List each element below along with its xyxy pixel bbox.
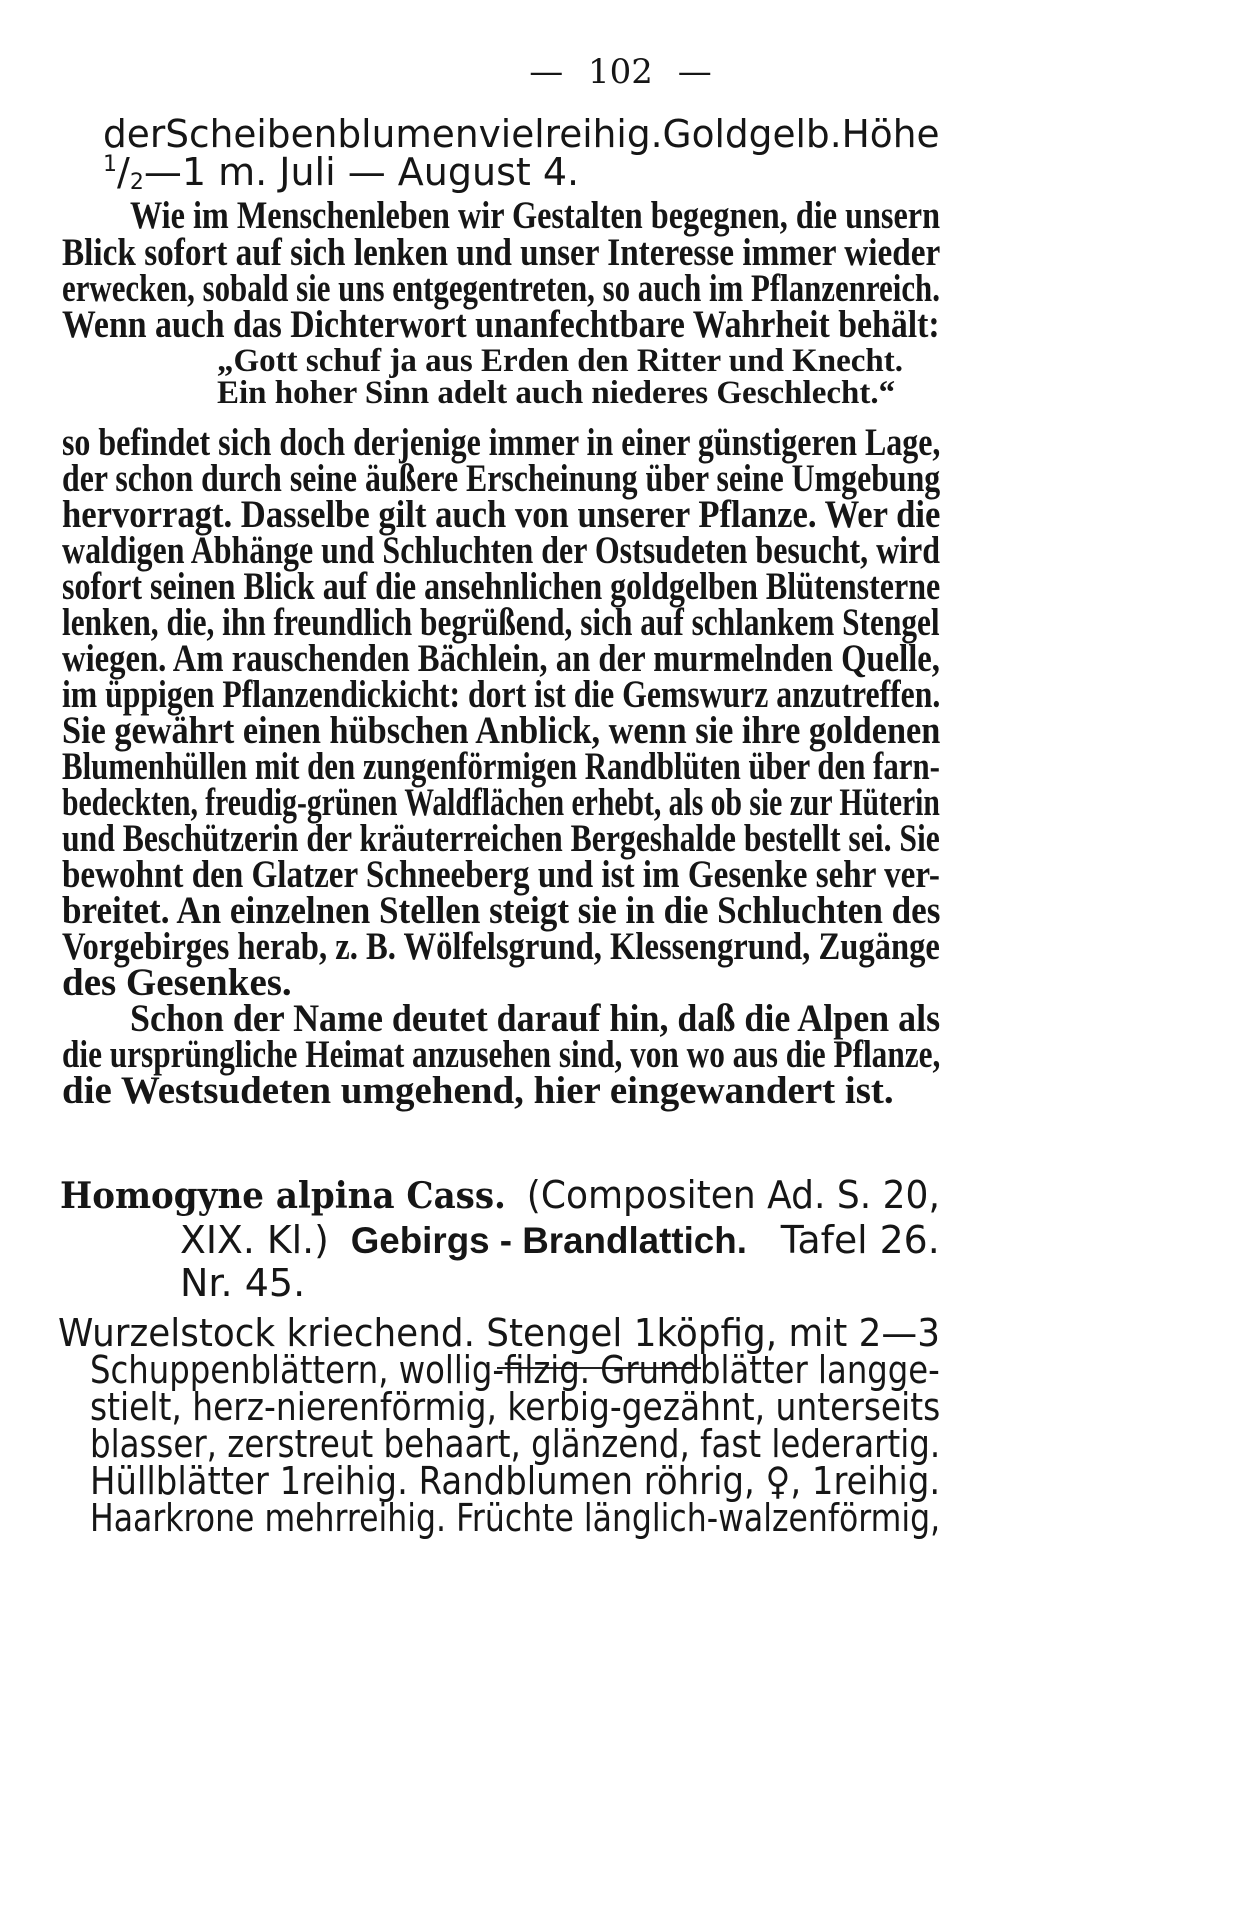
text-line: im üppigen Pflanzendickicht: dort ist die Gemswurz anzutreffen. <box>62 673 941 716</box>
text-line: erwecken, sobald sie uns entgegentreten, so auch im Pflanzenreich. <box>62 267 940 310</box>
class-ref: XIX. Kl.) <box>180 1218 329 1262</box>
species-name: Homogyne alpina Cass. <box>60 1175 506 1217</box>
common-name: Gebirgs - Brandlattich. <box>350 1220 747 1261</box>
text-line: Wurzelstock kriechend. Stengel 1köpfig, mit 2—3 <box>58 1311 940 1355</box>
continuation-text: —1 m. Juli — August 4. <box>143 150 580 194</box>
text-line: breitet. An einzelnen Stellen steigt sie in die Schluchten des <box>62 889 941 932</box>
classification-ref: (Compositen Ad. S. 20, <box>526 1173 940 1217</box>
continuation-line-2: $^1$/2—1 m. Juli — August 4. <box>103 150 580 195</box>
text-line: Haarkrone mehrreihig. Früchte länglich-walzenförmig, <box>90 1496 941 1540</box>
quote-line: Ein hoher Sinn adelt auch niederes Geschlecht.“ <box>217 375 896 411</box>
text-line: Sie gewährt einen hübschen Anblick, wenn sie ihre goldenen <box>62 709 941 752</box>
text-line: wiegen. Am rauschenden Bächlein, an der murmelnden Quelle, <box>62 637 940 680</box>
text-line: die ursprüngliche Heimat anzusehen sind, von wo aus die Pflanze, <box>62 1033 941 1076</box>
text-line: Vorgebirges herab, z. B. Wölfelsgrund, Klessengrund, Zugänge <box>62 925 940 968</box>
text-line: Wie im Menschenleben wir Gestalten begegnen, die unsern <box>130 194 941 237</box>
text-line: Hüllblätter 1reihig. Randblumen röhrig, ♀, 1reihig. <box>90 1459 941 1503</box>
continuation-word: der <box>103 112 166 156</box>
plate-ref: Tafel 26. <box>780 1218 940 1262</box>
text-line: Schon der Name deutet darauf hin, daß die Alpen als <box>130 997 941 1040</box>
continuation-word: Goldgelb. <box>662 112 842 156</box>
fraction-numerator: 1 <box>103 152 117 177</box>
entry-number: Nr. 45. <box>180 1261 306 1305</box>
quote-line: „Gott schuf ja aus Erden den Ritter und Knecht. <box>217 343 904 379</box>
text-line: des Gesenkes. <box>62 961 292 1004</box>
text-line: so befindet sich doch derjenige immer in einer günstigeren Lage, <box>62 421 941 464</box>
text-line: lenken, die, ihn freundlich begrüßend, sich auf schlankem Stengel <box>62 601 940 644</box>
text-line: Blick sofort auf sich lenken und unser Interesse immer wieder <box>62 231 941 274</box>
text-line: blasser, zerstreut behaart, glänzend, fast lederartig. <box>90 1422 941 1466</box>
text-line: der schon durch seine äußere Erscheinung über seine Umgebung <box>62 457 941 500</box>
page-number: — 102 — <box>529 52 712 92</box>
text-line: stielt, herz-nierenförmig, kerbig-gezähnt, unterseits <box>90 1385 941 1429</box>
fraction-denominator: 2 <box>129 170 144 195</box>
continuation-word: Scheibenblumen <box>165 112 479 156</box>
text-line: Blumenhüllen mit den zungenförmigen Randblüten über den farn- <box>62 745 940 788</box>
text-line: hervorragt. Dasselbe gilt auch von unserer Pflanze. Wer die <box>62 493 941 536</box>
text-line: Schuppenblättern, wollig-filzig. Grundblätter langge- <box>90 1348 940 1392</box>
text-line: die Westsudeten umgehend, hier eingewandert ist. <box>62 1069 894 1112</box>
text-line: bedeckten, freudig-grünen Waldflächen erhebt, als ob sie zur Hüterin <box>62 781 940 824</box>
text-line: waldigen Abhänge und Schluchten der Ostsudeten besucht, wird <box>62 529 941 572</box>
text-line: und Beschützerin der kräuterreichen Bergeshalde bestellt sei. Sie <box>62 817 940 860</box>
heading-line-2 <box>180 1218 940 1262</box>
continuation-word: Höhe <box>841 112 940 156</box>
text-line: sofort seinen Blick auf die ansehnlichen goldgelben Blütensterne <box>62 565 941 608</box>
continuation-word: vielreihig. <box>478 112 663 156</box>
text-line: Wenn auch das Dichterwort unanfechtbare Wahrheit behält: <box>62 303 940 346</box>
text-line: bewohnt den Glatzer Schneeberg und ist im Gesenke sehr ver- <box>62 853 940 896</box>
heading-line-1 <box>60 1173 940 1217</box>
